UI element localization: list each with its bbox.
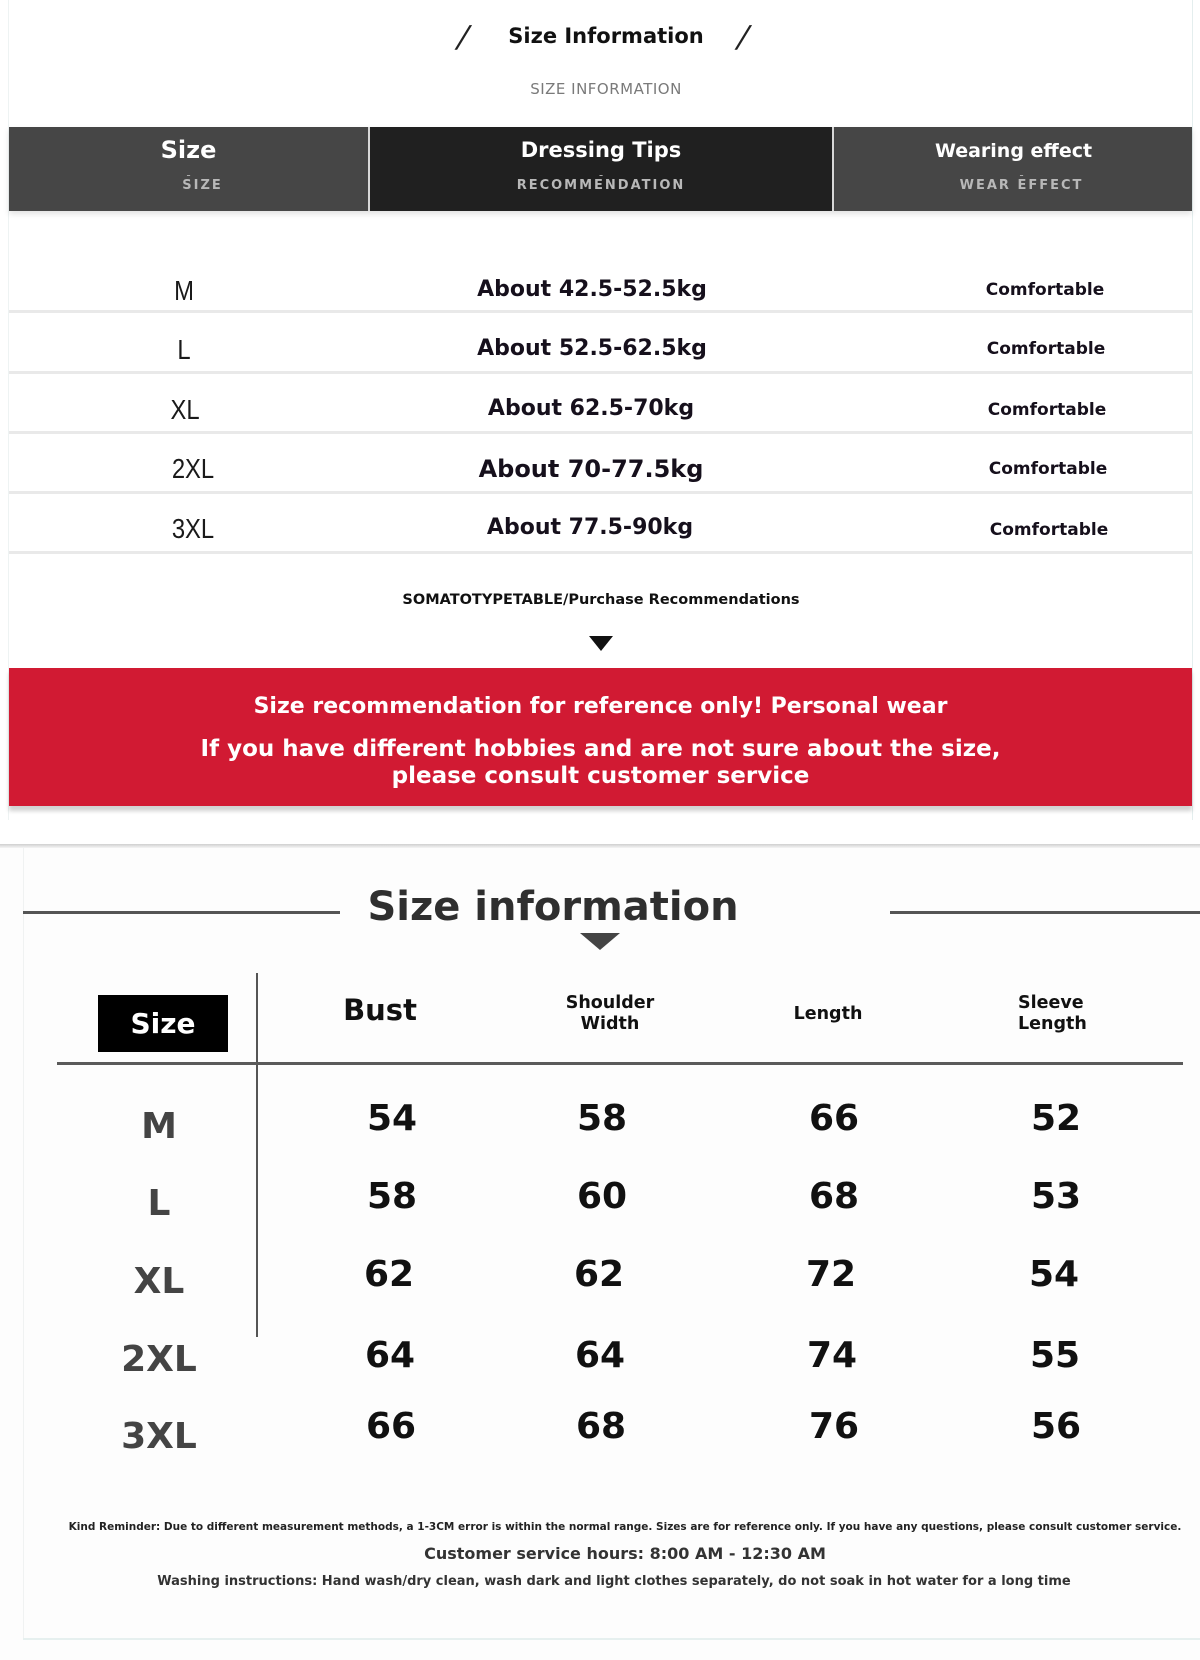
cell-shoulder-width: 62 <box>573 1254 625 1295</box>
row-weight-range: About 42.5-52.5kg <box>477 277 707 302</box>
cell-shoulder-width: 64 <box>574 1335 626 1376</box>
customer-service-hours: Customer service hours: 8:00 AM - 12:30 AM <box>424 1544 826 1563</box>
title-slash-left: / <box>456 20 470 55</box>
panel-border-bottom <box>23 1638 1200 1640</box>
header-sublabel: SIZE <box>182 178 223 193</box>
header-label: Dressing Tips <box>520 138 682 162</box>
row-wear-effect: Comfortable <box>988 459 1108 479</box>
column-header-line: Shoulder <box>565 993 655 1013</box>
row-size: XL <box>133 1261 185 1302</box>
row-weight-range: About 52.5-62.5kg <box>477 336 707 361</box>
column-header-line: Length <box>1018 1014 1087 1034</box>
header-sublabel: WEAR EFFECT <box>959 178 1084 193</box>
down-triangle-icon <box>580 933 620 950</box>
header-dash: - <box>186 168 191 182</box>
row-wear-effect: Comfortable <box>989 520 1109 540</box>
title-rule-left <box>23 911 340 914</box>
cell-bust: 66 <box>365 1406 417 1447</box>
somatotype-caption: SOMATOTYPETABLE/Purchase Recommendations <box>402 592 800 608</box>
title-slash-right: / <box>736 20 750 55</box>
row-wear-effect: Comfortable <box>985 280 1105 300</box>
column-header-length: Length <box>793 1004 863 1024</box>
page-subtitle: SIZE INFORMATION <box>530 80 682 98</box>
cell-sleeve-length: 52 <box>1030 1098 1082 1139</box>
row-size: M <box>141 1106 177 1147</box>
header-sublabel: RECOMMENDATION <box>516 178 686 193</box>
row-size: 2XL <box>171 453 215 484</box>
cell-shoulder-width: 68 <box>575 1406 627 1447</box>
cell-length: 76 <box>808 1406 860 1447</box>
cell-length: 68 <box>808 1176 860 1217</box>
measurement-reminder: Kind Reminder: Due to different measurement methods, a 1-3CM error is within the normal range. Sizes are for reference only. If you have any questions, please consult customer service. <box>68 1521 1182 1533</box>
cell-length: 74 <box>806 1335 858 1376</box>
panel-border-right <box>1192 0 1193 820</box>
title-rule-right <box>890 911 1200 914</box>
cell-bust: 64 <box>364 1335 416 1376</box>
row-size: M <box>174 275 194 306</box>
row-divider <box>9 310 1192 313</box>
row-divider <box>9 371 1192 374</box>
header-dash: - <box>1019 168 1024 182</box>
cell-bust: 62 <box>363 1254 415 1295</box>
cell-length: 72 <box>805 1254 857 1295</box>
row-wear-effect: Comfortable <box>987 400 1107 420</box>
recommendation-table-header <box>9 127 1192 211</box>
table-vertical-rule <box>256 973 258 1337</box>
table-header-rule <box>57 1062 1183 1065</box>
header-cell-size <box>9 127 368 211</box>
size-column-label: Size <box>130 1007 196 1040</box>
cell-sleeve-length: 56 <box>1030 1406 1082 1447</box>
measurement-panel <box>0 848 1200 1660</box>
row-size: XL <box>170 394 200 425</box>
header-cell-dressing-tips <box>370 127 832 211</box>
column-header-bust: Bust <box>343 993 417 1027</box>
banner-line-2a: If you have different hobbies and are not sure about the size, <box>200 736 1001 762</box>
cell-bust: 54 <box>366 1098 418 1139</box>
row-size: L <box>147 1183 171 1224</box>
size-column-header <box>98 995 228 1052</box>
row-divider <box>9 431 1192 434</box>
section-title: Size information <box>367 884 739 930</box>
column-header-line: Sleeve <box>1018 993 1084 1013</box>
cell-shoulder-width: 60 <box>576 1176 628 1217</box>
header-dash: - <box>598 168 604 182</box>
cell-bust: 58 <box>366 1176 418 1217</box>
page-title: Size Information <box>508 24 704 48</box>
header-label: Wearing effect <box>934 140 1093 162</box>
row-weight-range: About 77.5-90kg <box>486 515 694 540</box>
row-size: 3XL <box>171 513 215 544</box>
cell-length: 66 <box>808 1098 860 1139</box>
row-wear-effect: Comfortable <box>986 339 1106 359</box>
row-divider <box>9 551 1192 554</box>
cell-sleeve-length: 55 <box>1029 1335 1081 1376</box>
row-size: 3XL <box>121 1416 197 1457</box>
row-size: L <box>177 334 191 365</box>
cell-sleeve-length: 53 <box>1030 1176 1082 1217</box>
down-triangle-icon <box>589 636 613 651</box>
row-weight-range: About 62.5-70kg <box>487 396 695 421</box>
column-header-line: Width <box>580 1014 640 1034</box>
header-label: Size <box>160 136 217 164</box>
row-divider <box>9 491 1192 494</box>
cell-shoulder-width: 58 <box>576 1098 628 1139</box>
column-header-sleeve-length <box>1018 993 1087 1035</box>
banner-line-2b: please consult customer service <box>391 763 810 789</box>
header-divider <box>832 127 834 211</box>
washing-instructions: Washing instructions: Hand wash/dry clean, wash dark and light clothes separately, do not soak in hot water for a long time <box>157 1574 1071 1589</box>
header-cell-wearing-effect <box>835 127 1192 211</box>
row-weight-range: About 70-77.5kg <box>478 455 704 483</box>
row-size: 2XL <box>121 1339 197 1380</box>
cell-sleeve-length: 54 <box>1028 1254 1080 1295</box>
panel-border-left <box>23 848 24 1640</box>
column-header-shoulder-width <box>566 993 655 1035</box>
banner-line-1: Size recommendation for reference only! Personal wear <box>253 694 948 719</box>
size-disclaimer-banner <box>9 668 1192 806</box>
banner-line-2 <box>201 736 1001 790</box>
